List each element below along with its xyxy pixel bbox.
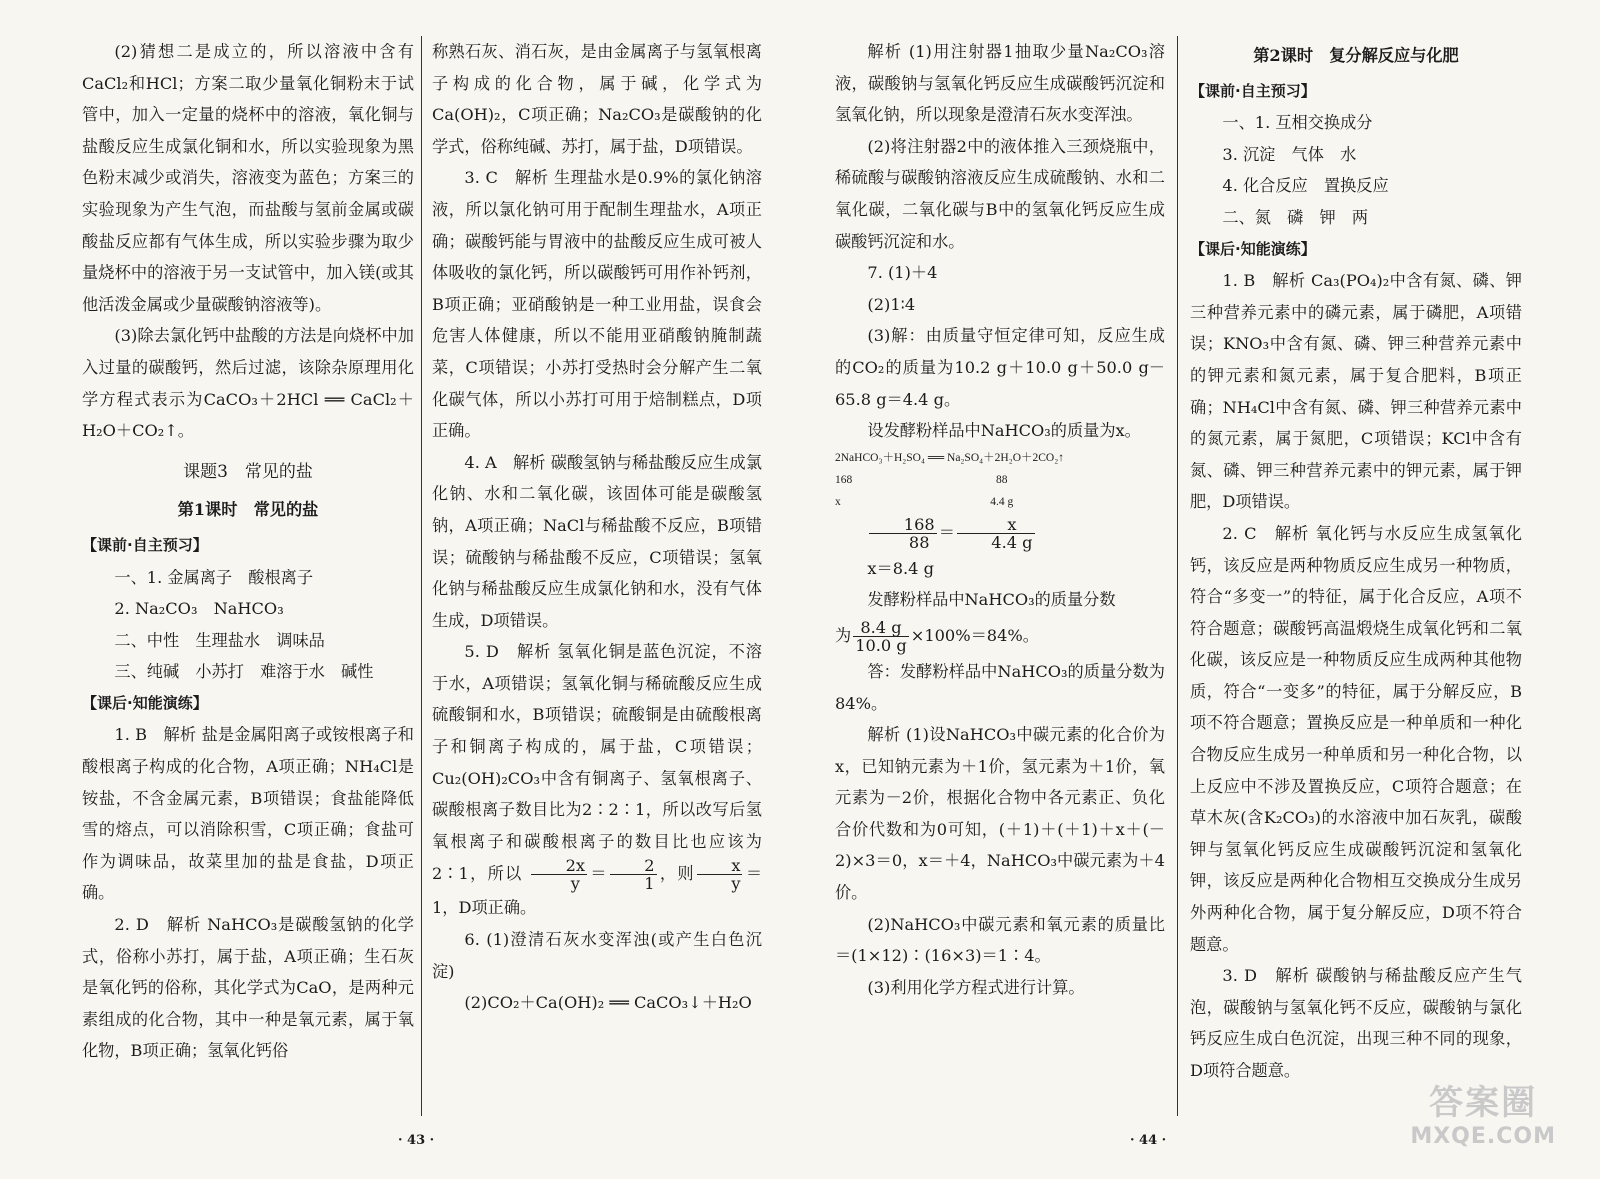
question-answer: 3. D 解析 碳酸钠与稀盐酸反应产生气泡，碳酸钠与氢氧化钙不反应，碳酸钠与氯化钙反应生成白色沉淀，出现三种不同的现象，D项符合题意。: [1190, 966, 1522, 1080]
paragraph: 解析 (1)用注射器1抽取少量Na₂CO₃溶液，碳酸钠与氢氧化钙反应生成碳酸钙沉淀和氢氧化钠，所以现象是澄清石灰水变浑浊。: [835, 42, 1165, 125]
numerator: x: [957, 516, 1035, 534]
section-label: 【课前·自主预习】: [1190, 81, 1316, 100]
answer-line: 4. 化合反应 置换反应: [1222, 176, 1389, 196]
paragraph: 解析 (1)设NaHCO₃中碳元素的化合价为x，已知钠元素为＋1价，氢元素为＋1价，氧元素为－2价，根据化合物中各元素正、负化合价代数和为0可知，(＋1)＋(＋1)＋x＋(－2)×3＝0，x＝＋4，NaHCO₃中碳元素为＋4价。: [835, 725, 1165, 903]
equation: (2)CO₂＋Ca(OH)₂ ══ CaCO₃↓＋H₂O: [464, 993, 752, 1013]
question-answer: 1. B 解析 Ca₃(PO₄)₂中含有氮、磷、钾三种营养元素中的磷元素，属于磷肥，A项错误；KNO₃中含有氮、磷、钾三种营养元素中的钾元素和氮元素，属于复合肥料，B项正确；NH₄Cl中含有氮、磷、钾三种营养元素中的氮元素，属于氮肥，C项错误；KCl中含有氮、磷、钾三种营养元素中的钾元素，属于钾肥，D项错误。: [1190, 271, 1522, 512]
answer-line: 三、纯碱 小苏打 难溶于水 碱性: [114, 662, 374, 682]
watermark-url: MXQE.COM: [1410, 1124, 1556, 1149]
paragraph: (3)解：由质量守恒定律可知，反应生成的CO₂的质量为10.2 g＋10.0 g＋50.0 g－65.8 g＝4.4 g。: [835, 326, 1165, 409]
paragraph: 答：发酵粉样品中NaHCO₃的质量分数为84%。: [835, 661, 1165, 713]
question-answer: 1. B 解析 盐是金属阳离子或铵根离子和酸根离子构成的化合物，A项正确；NH₄Cl是铵盐，不含金属元素，B项错误；食盐能降低雪的熔点，可以消除积雪，C项正确；食盐可作为调味品，故菜里加的盐是食盐，D项正确。: [82, 725, 414, 903]
denominator: y: [570, 874, 580, 894]
numerator: 2x: [531, 857, 587, 875]
column-2: [432, 36, 762, 1019]
question-answer: [432, 636, 762, 924]
percent-calc: [835, 616, 1165, 656]
question-answer: 4. A 解析 碳酸氢钠与稀盐酸反应生成氯化钠、水和二氧化碳，该固体可能是碳酸氢钠，A项正确；NaCl与稀盐酸不反应，B项错误；硫酸钠与稀盐酸不反应，C项错误；氢氧化钠与稀盐酸反应生成氯化钠和水，没有气体生成，D项错误。: [432, 452, 762, 630]
fraction: [531, 857, 587, 892]
denominator: 1: [644, 874, 655, 894]
paragraph: 设发酵粉样品中NaHCO₃的质量为x。: [867, 421, 1141, 441]
lesson-title: 第1课时 常见的盐: [177, 500, 319, 520]
text-run: 5. D 解析 氢氧化铜是蓝色沉淀，不溶于水，A项错误；氢氧化铜与稀硫酸反应生成硫酸铜和水，B项错误；硫酸铜是由硫酸根离子和铜离子构成的，属于盐，C项错误；Cu₂(OH)₂CO₃中含有铜离子、氢氧根离子、碳酸根离子数目比为2∶2∶1，所以改写后氢氧根离子和碳酸根离子的数目比也应该为2∶1，所以: [432, 642, 762, 884]
text-run: ＝1，D项正确。: [432, 864, 763, 918]
paragraph: 称熟石灰、消石灰，是由金属离子与氢氧根离子构成的化合物，属于碱，化学式为Ca(OH)₂，C项正确；Na₂CO₃是碳酸钠的化学式，俗称纯碱、苏打，属于盐，D项错误。: [432, 42, 762, 156]
answer-line: 一、1. 金属离子 酸根离子: [114, 567, 314, 587]
watermark-text: 答案圈: [1429, 1083, 1538, 1123]
denominator: 88: [908, 532, 930, 552]
fraction: [610, 857, 657, 892]
column-divider: [1177, 36, 1178, 1116]
paragraph: (3)利用化学方程式进行计算。: [867, 977, 1085, 997]
text-run: ，则: [658, 864, 695, 884]
text-run: ×100%＝84%。: [910, 625, 1039, 645]
question-answer: 2. C 解析 氧化钙与水反应生成氢氧化钙，该反应是两种物质反应生成另一种物质，符合“多变一”的特征，属于化合反应，A项不符合题意；碳酸钙高温煅烧生成氧化钙和二氧化碳，该反应是一种物质反应生成两种其他物质，符合“一变多”的特征，属于分解反应，B项不符合题意；置换反应是一种单质和一种化合物反应生成另一种单质和另一种化合物，以上反应中不涉及置换反应，C项符合题意；在草木灰(含K₂CO₃)的水溶液中加石灰乳，碳酸钾与氢氧化钙反应生成碳酸钙沉淀和氢氧化钾，该反应是两种化合物相互交换成分生成另外两种化合物，属于复分解反应，D项不符合题意。: [1190, 523, 1522, 954]
question-answer: 3. C 解析 生理盐水是0.9%的氯化钠溶液，所以氯化钠可用于配制生理盐水，A项正确；碳酸钙能与胃液中的盐酸反应生成可被人体吸收的氯化钙，所以碳酸钙可用作补钙剂，B项正确；亚硝酸钠是一种工业用盐，误食会危害人体健康，所以不能用亚硝酸钠腌制蔬菜，C项错误；小苏打受热时会分解产生二氧化碳气体，所以小苏打可用于焙制糕点，D项正确。: [432, 168, 762, 441]
lesson-title: 第2课时 复分解反应与化肥: [1253, 46, 1459, 65]
text-run: ＝: [589, 864, 608, 884]
column-divider: [421, 36, 422, 1116]
answer-line: 3. 沉淀 气体 水: [1222, 144, 1357, 164]
answer-line: 一、1. 互相交换成分: [1222, 113, 1373, 133]
section-label: 【课后·知能演练】: [1190, 239, 1316, 258]
column-1: [82, 36, 414, 1067]
answer-line: 二、中性 生理盐水 调味品: [114, 630, 325, 650]
page-number-right: · 44 ·: [1130, 1133, 1167, 1148]
equation-unknowns: x 4.4 g: [835, 495, 1014, 508]
answer-line: 2. Na₂CO₃ NaHCO₃: [114, 599, 284, 619]
paragraph: 发酵粉样品中NaHCO₃的质量分数: [867, 590, 1116, 610]
paragraph: (2)猜想二是成立的，所以溶液中含有CaCl₂和HCl；方案二取少量氧化铜粉末于试管中，加入一定量的烧杯中的溶液，氧化铜与盐酸反应生成氯化铜和水，所以实验现象为黑色粉末减少或消失，溶液变为蓝色；方案三的实验现象为产生气泡，而盐酸与氢前金属或碳酸盐反应都有气体生成，所以实验步骤为取少量烧杯中的溶液于另一支试管中，加入镁(或其他活泼金属或少量碳酸钠溶液等)。: [82, 42, 414, 314]
fraction: [853, 619, 909, 654]
answer-line: (2)1∶4: [867, 294, 916, 314]
paragraph: (2)将注射器2中的液体推入三颈烧瓶中，稀硫酸与碳酸钠溶液反应生成硫酸钠、水和二氧化碳，二氧化碳与B中的氢氧化钙反应生成碳酸钙沉淀和水。: [835, 136, 1165, 251]
fraction: [957, 516, 1035, 551]
paragraph: (3)除去氯化钙中盐酸的方法是向烧杯中加入过量的碳酸钙，然后过滤，该除杂原理用化学方程式表示为CaCO₃＋2HCl ══ CaCl₂＋H₂O＋CO₂↑。: [82, 326, 414, 441]
watermark-logo: [1410, 1075, 1556, 1149]
fraction: [869, 516, 936, 551]
topic-title: 课题3 常见的盐: [183, 461, 313, 482]
chemical-equation: 2NaHCO₃＋H₂SO₄ ══ Na₂SO₄＋2H₂O＋2CO₂↑: [835, 451, 1065, 464]
text-run: 为: [835, 625, 852, 645]
page-number-left: · 43 ·: [398, 1133, 435, 1148]
numerator: 8.4 g: [853, 619, 909, 637]
answer-line: 7. (1)＋4: [867, 263, 938, 283]
section-label: 【课后·知能演练】: [82, 693, 208, 712]
question-answer: 6. (1)澄清石灰水变浑浊(或产生白色沉淀): [432, 930, 762, 981]
numerator: x: [697, 857, 743, 875]
denominator: 4.4 g: [991, 532, 1033, 552]
column-4: [1190, 36, 1522, 1087]
denominator: 10.0 g: [855, 635, 907, 655]
result: x＝8.4 g: [867, 558, 934, 578]
question-answer: 2. D 解析 NaHCO₃是碳酸氢钠的化学式，俗称小苏打，属于盐，A项正确；生石灰是氧化钙的俗称，其化学式为CaO，是两种元素组成的化合物，其中一种是氧元素，属于氧化物，B项正确；氢氧化钙俗: [82, 915, 414, 1061]
column-3: [835, 36, 1165, 1003]
proportion: $\frac{168}{88}$ ＝ $\frac{x}{4.4 g}$: [835, 513, 1165, 553]
answer-line: 二、氮 磷 钾 两: [1222, 207, 1369, 227]
equation-masses: 168 88: [835, 473, 1008, 486]
section-label: 【课前·自主预习】: [82, 535, 208, 554]
paragraph: (2)NaHCO₃中碳元素和氧元素的质量比＝(1×12)∶(16×3)＝1∶4。: [835, 914, 1165, 966]
denominator: y: [731, 874, 741, 894]
numerator: 2: [610, 857, 657, 875]
numerator: 168: [869, 516, 936, 534]
fraction: [697, 857, 743, 892]
